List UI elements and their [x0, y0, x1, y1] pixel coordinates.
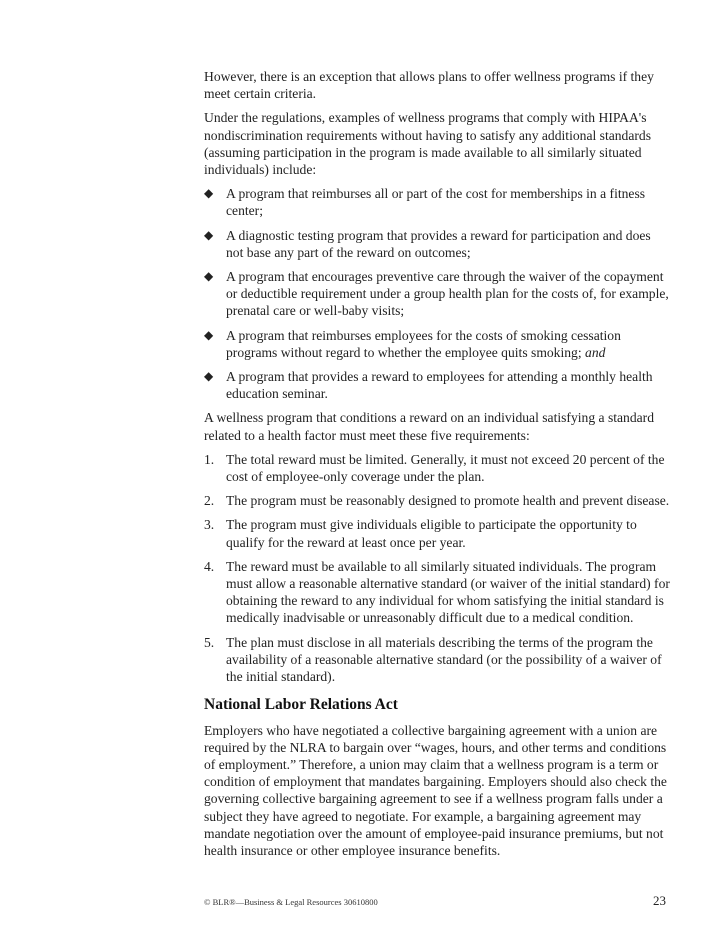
- diamond-bullet-icon: ◆: [204, 269, 214, 284]
- document-page: [204, 68, 670, 866]
- diamond-bullet-icon: ◆: [204, 327, 214, 342]
- intro-paragraph-1: However, there is an exception that allows plans to offer wellness programs if they meet certain criteria.: [204, 69, 654, 102]
- section-body: Employers who have negotiated a collective bargaining agreement with a union are required by the NLRA to bargain over “wages, hours, and other terms and conditions of employment.” Therefore, a union may claim that a wellness program is a term or condition of employment that mandates bargaining. Employers should also check the governing collective bargaining agreement to see if a wellness program falls under a subject they have agreed to negotiate. For example, a bargaining agreement may mandate negotiation over the amount of employee-paid insurance premiums, but not health insurance or other employee insurance benefits.: [204, 722, 667, 858]
- diamond-bullet-icon: ◆: [204, 186, 214, 201]
- wellness-examples-list: [204, 185, 670, 402]
- item-number: 5.: [204, 634, 215, 650]
- diamond-bullet-icon: ◆: [204, 227, 214, 242]
- list-item: 4. The reward must be available to all similarly situated individuals. The program must allow a reasonable alternative standard (or waiver of the initial standard) for obtaining the reward to any individual for whom satisfying the initial standard is medically inadvisable or unreasonably difficult due to a medical condition.: [204, 558, 670, 626]
- list-item: 1. The total reward must be limited. Generally, it must not exceed 20 percent of the cost of employee-only coverage under the plan.: [204, 451, 665, 485]
- list-item: ◆ A program that provides a reward to employees for attending a monthly health education seminar.: [204, 369, 653, 402]
- requirements-intro: A wellness program that conditions a reward on an individual satisfying a standard related to a health factor must meet these five requirements:: [204, 410, 655, 443]
- list-item: 2. The program must be reasonably designed to promote health and prevent disease.: [204, 493, 670, 509]
- list-item: 3. The program must give individuals eligible to participate the opportunity to qualify for the reward at least once per year.: [204, 517, 637, 550]
- intro-paragraph-2: Under the regulations, examples of wellness programs that comply with HIPAA's nondiscrimination requirements without having to satisfy any additional standards (assuming participation in the program is made available to all similarly situated individuals) include:: [204, 110, 652, 178]
- section-heading: National Labor Relations Act: [204, 696, 398, 714]
- list-item: ◆ A program that encourages preventive care through the waiver of the copayment or deductible requirement under a group health plan for the costs of, for example, prenatal care or well-baby visits;: [204, 269, 669, 319]
- page-footer: [204, 893, 670, 908]
- item-number: 4.: [204, 558, 215, 574]
- page-number: 23: [653, 893, 666, 908]
- list-item: ◆ A program that reimburses employees for the costs of smoking cessation programs without regard to whether the employee quits smoking; and: [204, 327, 621, 360]
- list-item: ◆ A diagnostic testing program that provides a reward for participation and does not base any part of the reward on outcomes;: [204, 227, 651, 260]
- item-number: 1.: [204, 451, 215, 467]
- list-item: ◆ A program that reimburses all or part of the cost for memberships in a fitness center;: [204, 186, 646, 219]
- diamond-bullet-icon: ◆: [204, 369, 214, 384]
- copyright-notice: © BLR®—Business & Legal Resources 30610800: [204, 897, 378, 907]
- list-item: 5. The plan must disclose in all materials describing the terms of the program the availability of a reasonable alternative standard (or the possibility of a waiver of the initial standard).: [204, 634, 662, 685]
- list-item-tail: and: [585, 344, 606, 360]
- requirements-list: [204, 451, 670, 685]
- item-number: 3.: [204, 517, 215, 533]
- item-number: 2.: [204, 493, 215, 509]
